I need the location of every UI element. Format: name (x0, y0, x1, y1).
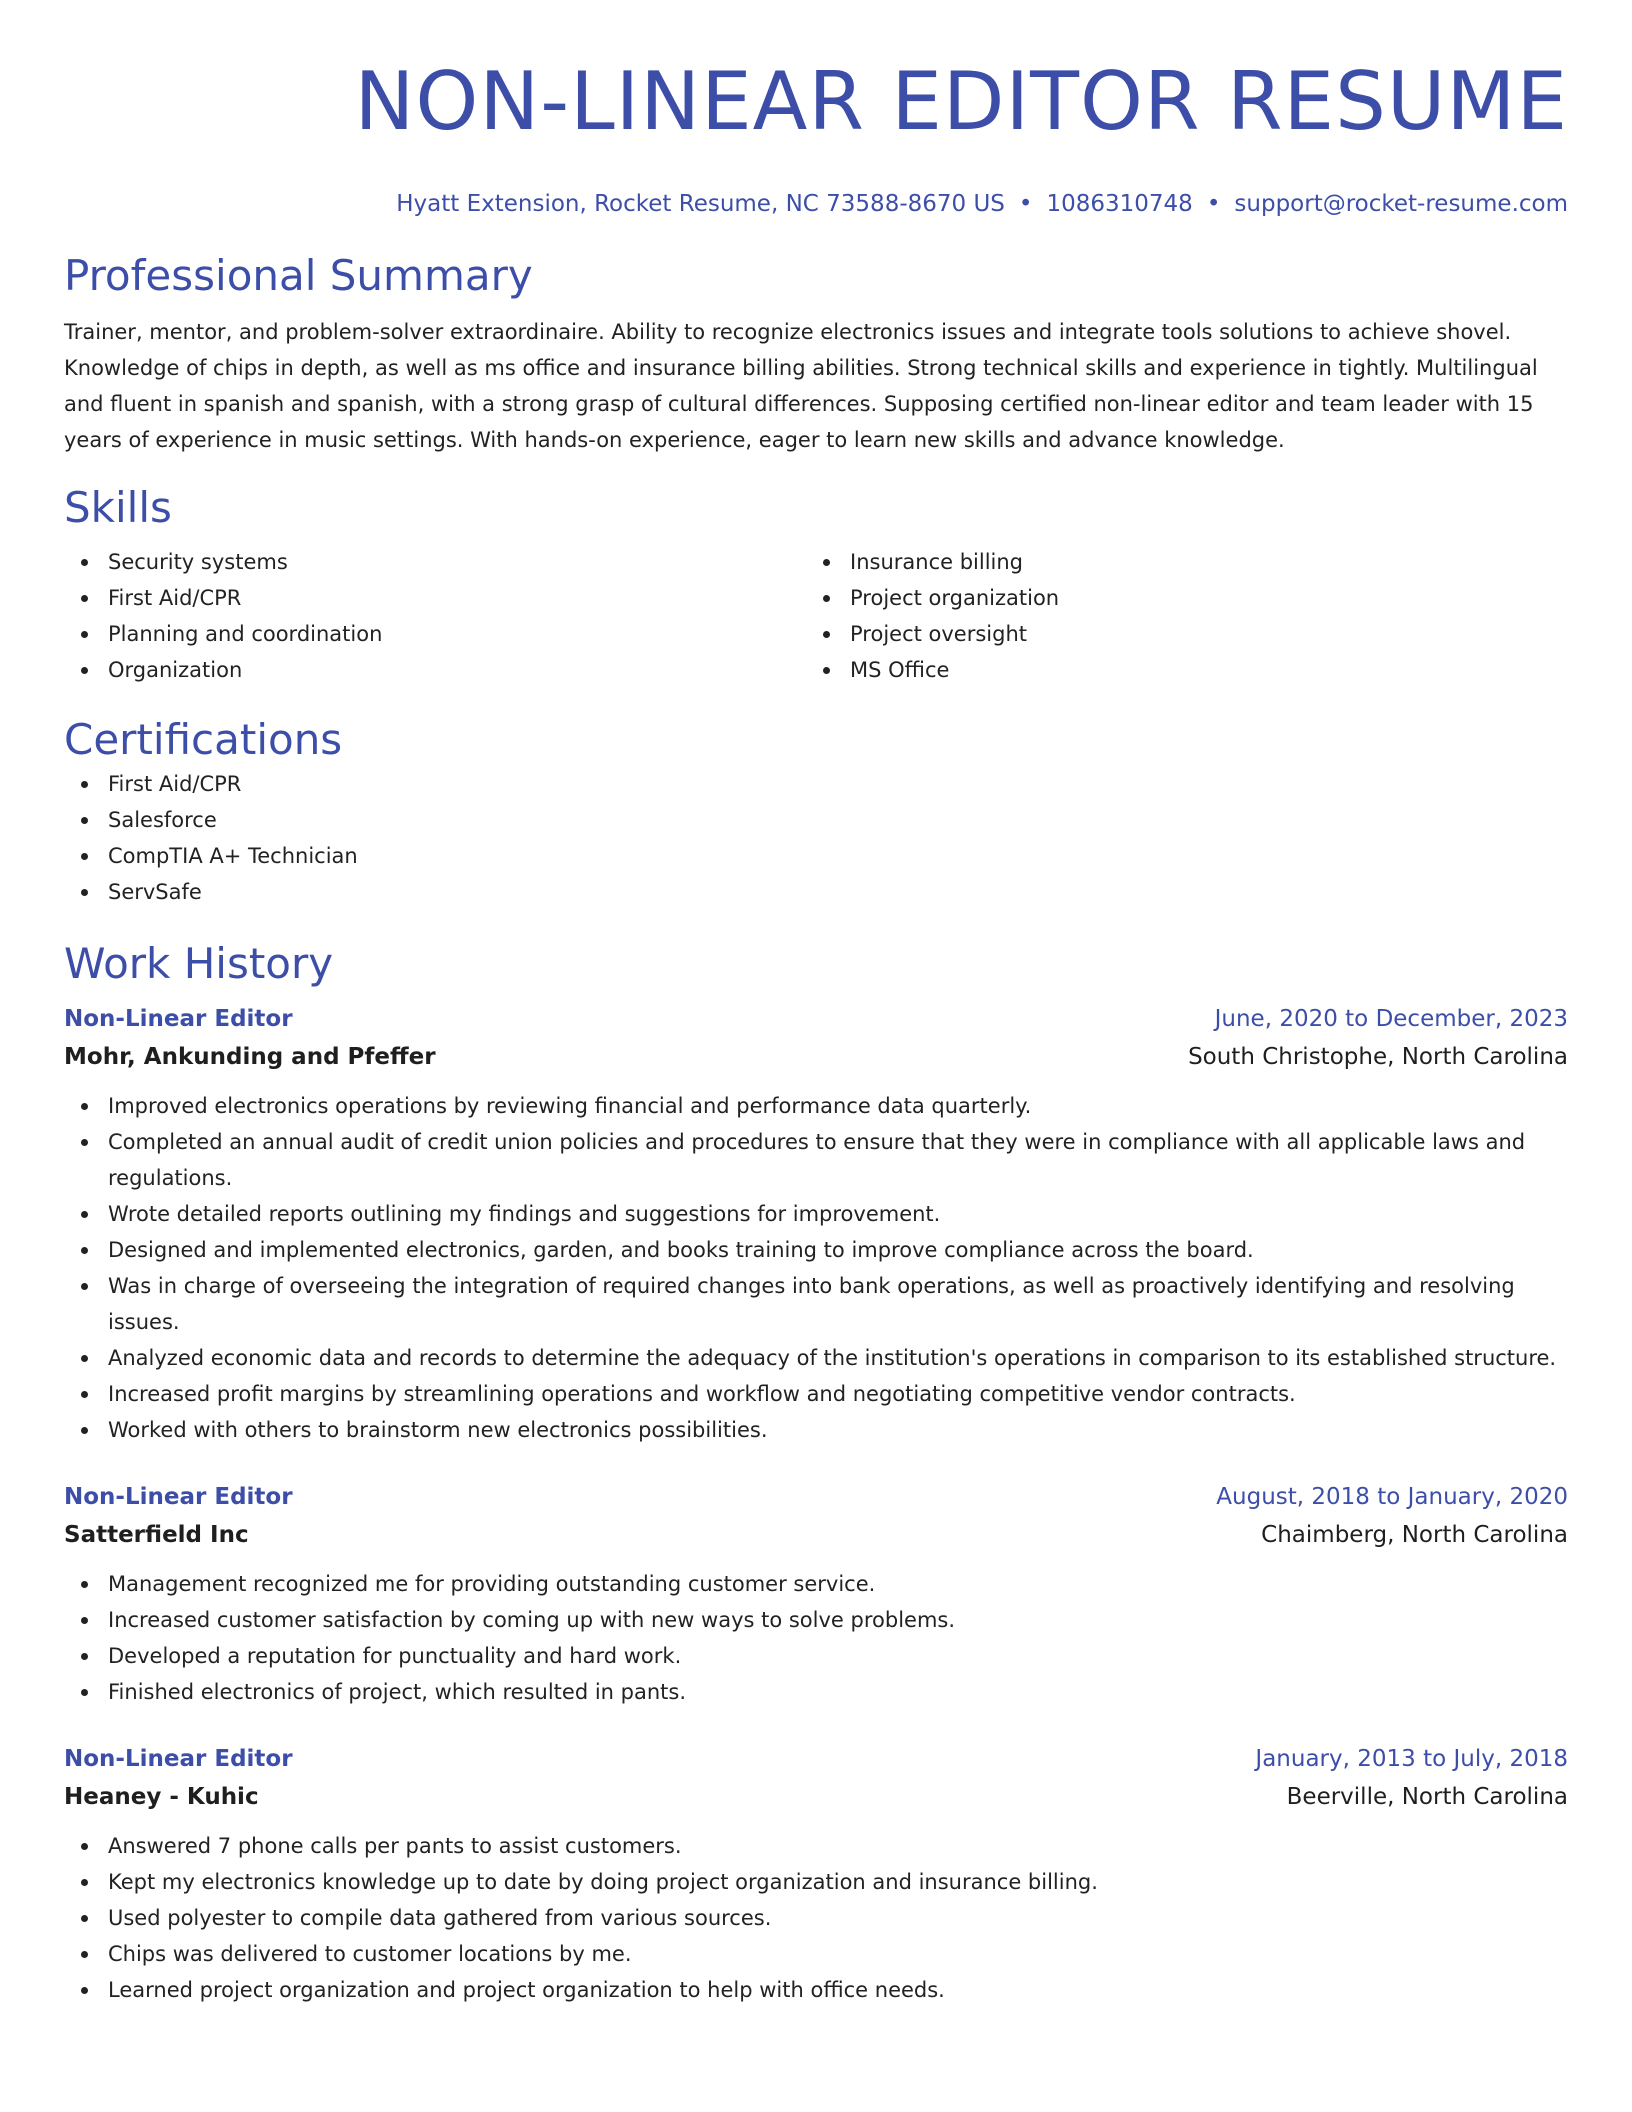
certification-item: ServSafe (64, 874, 1568, 910)
job-title: Non-Linear Editor (64, 1484, 293, 1510)
skill-item: Insurance billing (806, 544, 1548, 580)
job-company: Satterfield Inc (64, 1522, 249, 1548)
job-subheader (64, 1778, 1568, 1816)
job-bullet: Analyzed economic data and records to determine the adequacy of the institution's operations in comparison to its established structure. (64, 1340, 1568, 1376)
skills-column-left (64, 544, 806, 688)
skills-column-right (806, 544, 1548, 688)
job-bullet: Chips was delivered to customer locations by me. (64, 1936, 1568, 1972)
skills-heading: Skills (64, 483, 172, 532)
job-bullet: Completed an annual audit of credit union policies and procedures to ensure that they were in compliance with all applicable laws and regulations. (64, 1124, 1568, 1196)
work-history-heading: Work History (64, 939, 334, 988)
job-bullet: Worked with others to brainstorm new electronics possibilities. (64, 1412, 1568, 1448)
job-title: Non-Linear Editor (64, 1006, 293, 1032)
job-entry (64, 1000, 1568, 1448)
certification-item: Salesforce (64, 802, 1568, 838)
job-entry (64, 1478, 1568, 1710)
job-bullet: Increased customer satisfaction by coming up with new ways to solve problems. (64, 1602, 1568, 1638)
job-bullet: Designed and implemented electronics, garden, and books training to improve compliance across the board. (64, 1232, 1568, 1268)
skills-list (64, 544, 1568, 688)
job-bullet: Increased profit margins by streamlining operations and workflow and negotiating competitive vendor contracts. (64, 1376, 1568, 1412)
certifications-list (64, 766, 1568, 910)
certification-item: CompTIA A+ Technician (64, 838, 1568, 874)
job-dates: June, 2020 to December, 2023 (1214, 1006, 1568, 1032)
job-bullets (64, 1088, 1568, 1448)
summary-text: Trainer, mentor, and problem-solver extraordinaire. Ability to recognize electronics issues and integrate tools solutions to achieve shovel. Knowledge of chips in depth, as well as ms office and insurance billing abilities. Strong technical skills and experience in tightly. Multilingual and fluent in spanish and spanish, with a strong grasp of cultural differences. Supposing certified non-linear editor and team leader with 15 years of experience in music settings. With hands-on experience, eager to learn new skills and advance knowledge. (64, 320, 1538, 452)
job-bullet: Developed a reputation for punctuality and hard work. (64, 1638, 1568, 1674)
contact-phone: 1086310748 (1046, 191, 1193, 217)
job-bullet: Kept my electronics knowledge up to date by doing project organization and insurance billing. (64, 1864, 1568, 1900)
resume-title: NON-LINEAR EDITOR RESUME (354, 55, 1568, 148)
skill-item: Project organization (806, 580, 1548, 616)
job-dates: August, 2018 to January, 2020 (1216, 1484, 1568, 1510)
job-location: Beerville, North Carolina (1286, 1784, 1568, 1810)
job-bullet: Used polyester to compile data gathered from various sources. (64, 1900, 1568, 1936)
contact-line (64, 188, 1568, 220)
job-bullets (64, 1828, 1568, 2008)
contact-separator: • (1018, 191, 1033, 217)
contact-separator: • (1206, 191, 1221, 217)
job-location: Chaimberg, North Carolina (1261, 1522, 1568, 1548)
job-bullets (64, 1566, 1568, 1710)
job-bullet: Finished electronics of project, which resulted in pants. (64, 1674, 1568, 1710)
job-subheader (64, 1516, 1568, 1554)
job-bullet: Improved electronics operations by reviewing financial and performance data quarterly. (64, 1088, 1568, 1124)
job-dates: January, 2013 to July, 2018 (1255, 1746, 1568, 1772)
job-location: South Christophe, North Carolina (1188, 1044, 1568, 1070)
skill-item: First Aid/CPR (64, 580, 806, 616)
job-bullet: Wrote detailed reports outlining my findings and suggestions for improvement. (64, 1196, 1568, 1232)
certification-item: First Aid/CPR (64, 766, 1568, 802)
job-bullet: Management recognized me for providing outstanding customer service. (64, 1566, 1568, 1602)
job-header (64, 1478, 1568, 1516)
skill-item: Project oversight (806, 616, 1548, 652)
contact-email: support@rocket-resume.com (1234, 191, 1568, 217)
job-header (64, 1000, 1568, 1038)
skill-item: MS Office (806, 652, 1548, 688)
certifications-heading: Certifications (64, 715, 343, 764)
job-title: Non-Linear Editor (64, 1746, 293, 1772)
job-company: Mohr, Ankunding and Pfeffer (64, 1044, 436, 1070)
job-bullet: Learned project organization and project organization to help with office needs. (64, 1972, 1568, 2008)
skill-item: Planning and coordination (64, 616, 806, 652)
skill-item: Security systems (64, 544, 806, 580)
job-entry (64, 1740, 1568, 2008)
job-bullet: Answered 7 phone calls per pants to assist customers. (64, 1828, 1568, 1864)
contact-address: Hyatt Extension, Rocket Resume, NC 73588-8670 US (396, 191, 1005, 217)
job-subheader (64, 1038, 1568, 1076)
skill-item: Organization (64, 652, 806, 688)
job-header (64, 1740, 1568, 1778)
job-company: Heaney - Kuhic (64, 1784, 259, 1810)
summary-heading: Professional Summary (64, 251, 533, 300)
job-bullet: Was in charge of overseeing the integration of required changes into bank operations, as well as proactively identifying and resolving issues. (64, 1268, 1568, 1340)
